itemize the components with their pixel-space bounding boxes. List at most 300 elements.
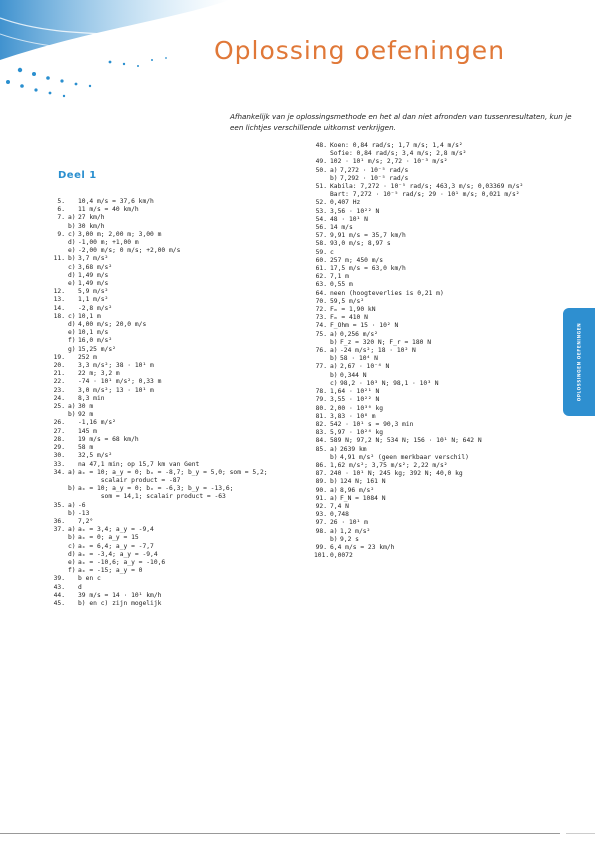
answer-value: 15,25 m/s²: [78, 345, 116, 353]
answer-value: 3,56 · 10²² N: [330, 207, 380, 215]
answer-subpart: b): [330, 371, 338, 379]
answer-value: aₓ = -3,4; a_y = -9,4: [78, 550, 158, 558]
answer-value: F_N = 1084 N: [340, 494, 386, 502]
answer-number: 82.: [315, 420, 327, 428]
answer-value: F_z = 320 N; F_r = 180 N: [340, 338, 431, 346]
answer-number: 6.: [57, 206, 65, 214]
answer-subpart: e): [68, 558, 76, 566]
answer-subpart: a): [68, 214, 76, 222]
answer-value: 145 m: [78, 427, 97, 435]
answer-subpart: [68, 419, 78, 427]
answer-number: [52, 337, 65, 345]
answer-row: [52, 485, 282, 493]
answer-number: 75.: [315, 330, 327, 338]
answer-row: [314, 191, 574, 199]
answer-number: 58.: [315, 240, 327, 248]
answer-row: [314, 519, 574, 527]
answer-number: 77.: [315, 363, 327, 371]
answer-row: [314, 281, 574, 289]
answer-subpart: [68, 600, 78, 608]
answer-subpart: [68, 584, 78, 592]
answer-value: 8,3 min: [78, 394, 105, 402]
answer-value: 3,7 m/s²: [78, 255, 109, 263]
answer-row: [314, 347, 574, 355]
answer-number: [52, 485, 65, 493]
answer-number: 25.: [53, 403, 65, 411]
answer-number: 12.: [53, 288, 65, 296]
answer-row: [314, 290, 574, 298]
answer-value: 0,344 N: [340, 371, 367, 379]
answer-value: 3,68 m/s²: [78, 263, 113, 271]
answer-row: [314, 273, 574, 281]
answer-value: 8,96 m/s²: [340, 486, 375, 494]
answer-value: 0,0072: [330, 552, 353, 560]
answer-number: 93.: [315, 511, 327, 519]
answer-value: neen (hoogteverlies is 0,21 m): [330, 289, 444, 297]
answer-number: 29.: [53, 444, 65, 452]
answer-value: 30 km/h: [78, 222, 105, 230]
answer-value: 6,4 m/s = 23 km/h: [330, 543, 395, 551]
answer-number: 26.: [53, 419, 65, 427]
answer-value: c: [330, 248, 334, 256]
answer-row: [52, 255, 282, 263]
answer-number: 70.: [315, 297, 327, 305]
answer-subpart: b): [330, 478, 338, 486]
answer-value: scalair product = -87: [78, 476, 181, 484]
answer-subpart: d): [68, 550, 76, 558]
answer-value: 3,00 m; 2,00 m; 3,00 m: [78, 230, 162, 238]
answer-subpart: e): [68, 280, 76, 288]
answer-row: [52, 444, 282, 452]
answer-number: 36.: [53, 517, 65, 525]
answer-number: 79.: [315, 396, 327, 404]
answer-subpart: a): [330, 166, 338, 174]
answer-row: [52, 436, 282, 444]
answer-value: 7,292 · 10⁻⁵ rad/s: [340, 174, 409, 182]
answer-subpart: b): [68, 534, 76, 542]
answer-number: 28.: [53, 435, 65, 443]
answer-row: [52, 567, 282, 575]
answer-row: [314, 306, 574, 314]
answer-value: F_Ohm = 15 · 10² N: [330, 322, 399, 330]
answer-row: [314, 183, 574, 191]
answer-row: [52, 206, 282, 214]
answer-subpart: c): [68, 312, 76, 320]
answer-row: [52, 198, 282, 206]
answer-subpart: b): [68, 411, 76, 419]
answer-subpart: [68, 493, 78, 501]
answer-value: 3,0 m/s²; 13 · 10¹ m: [78, 386, 154, 394]
answer-subpart: [68, 436, 78, 444]
answer-number: [52, 321, 65, 329]
answer-subpart: f): [68, 567, 76, 575]
answer-value: -6: [78, 501, 86, 509]
answer-subpart: [68, 518, 78, 526]
answer-number: [314, 339, 327, 347]
answer-number: 5.: [57, 198, 65, 205]
answer-value: 48 · 10¹ N: [330, 215, 368, 223]
answer-number: 61.: [315, 265, 327, 273]
answer-subpart: e): [68, 329, 76, 337]
answer-row: [314, 421, 574, 429]
answer-subpart: b): [68, 485, 76, 493]
answer-value: -74 · 10¹ m/s²; 0,33 m: [78, 378, 162, 386]
answer-subpart: b): [68, 222, 76, 230]
answers-column-right: [314, 142, 574, 560]
answer-number: 22.: [53, 378, 65, 386]
footer-divider: [0, 833, 560, 834]
answer-subpart: a): [330, 445, 338, 453]
answer-row: [52, 370, 282, 378]
answer-row: [314, 380, 574, 388]
answer-row: [52, 247, 282, 255]
answer-row: [52, 452, 282, 460]
answer-value: aₓ = 3,4; a_y = -9,4: [78, 526, 154, 534]
answer-subpart: b): [330, 338, 338, 346]
answer-value: Fₘ = 1,90 kN: [330, 306, 376, 314]
answer-value: 1,49 m/s: [78, 280, 109, 288]
answer-row: [52, 395, 282, 403]
answer-value: 30 m: [78, 403, 94, 411]
answer-number: [52, 329, 65, 337]
answer-row: [52, 321, 282, 329]
answer-value: -1,16 m/s²: [78, 419, 116, 427]
answer-row: [314, 208, 574, 216]
answer-row: [314, 167, 574, 175]
answer-subpart: [68, 575, 78, 583]
answer-value: d: [78, 583, 82, 591]
answer-row: [52, 346, 282, 354]
answer-row: [314, 446, 574, 454]
answer-number: 97.: [315, 519, 327, 527]
answer-number: 39.: [53, 575, 65, 583]
answers-column-left: [52, 198, 282, 608]
answer-row: [314, 363, 574, 371]
answer-row: [52, 592, 282, 600]
answer-number: [52, 223, 65, 231]
answer-subpart: a): [68, 501, 76, 509]
answer-row: [314, 388, 574, 396]
answer-row: [314, 495, 574, 503]
answer-number: 35.: [53, 501, 65, 509]
answer-value: aₓ = -15; a_y = 0: [78, 567, 143, 575]
answer-number: 14.: [53, 304, 65, 312]
answer-value: 102 · 10¹ m/s; 2,72 · 10⁻³ m/s²: [330, 158, 448, 166]
answer-number: [52, 264, 65, 272]
answer-row: [314, 232, 574, 240]
answer-row: [314, 503, 574, 511]
answer-value: 7,2°: [78, 517, 94, 525]
answer-row: [314, 405, 574, 413]
answer-value: som = 14,1; scalair product = -63: [78, 493, 226, 501]
answer-value: 4,00 m/s; 20,0 m/s: [78, 321, 147, 329]
answer-number: 45.: [53, 599, 65, 607]
answer-subpart: a): [68, 468, 76, 476]
answer-subpart: [68, 354, 78, 362]
answer-number: 24.: [53, 394, 65, 402]
answer-subpart: b): [68, 509, 76, 517]
answer-number: 80.: [315, 404, 327, 412]
answer-subpart: [68, 206, 78, 214]
answer-number: 53.: [315, 207, 327, 215]
answer-subpart: b): [330, 453, 338, 461]
answer-row: [314, 478, 574, 486]
answer-value: b) en c) zijn mogelijk: [78, 599, 162, 607]
answer-row: [314, 298, 574, 306]
answer-value: 1,2 m/s²: [340, 527, 371, 535]
answer-row: [314, 413, 574, 421]
answer-number: 63.: [315, 281, 327, 289]
answer-subpart: d): [68, 271, 76, 279]
intro-text: Afhankelijk van je oplossingsmethode en het al dan niet afronden van tussenresultaten, kun je een lichtjes verschillende uitkomst verkrijgen.: [230, 112, 572, 132]
answer-row: [52, 239, 282, 247]
answer-row: [52, 280, 282, 288]
answer-row: [52, 223, 282, 231]
answer-row: [314, 175, 574, 183]
answer-row: [52, 403, 282, 411]
answer-subpart: [68, 428, 78, 436]
answer-row: [314, 454, 574, 462]
answer-subpart: [68, 305, 78, 313]
answer-value: -2,00 m/s; 0 m/s; +2,00 m/s: [78, 247, 181, 255]
answer-subpart: d): [68, 239, 76, 247]
answer-number: 84.: [315, 437, 327, 445]
answer-row: [314, 199, 574, 207]
answer-number: 33.: [53, 460, 65, 468]
answer-number: 7.: [57, 214, 65, 222]
answer-value: -2,8 m/s²: [78, 304, 113, 312]
answer-value: 3,55 · 10²² N: [330, 396, 380, 404]
answer-value: Sofie: 0,84 rad/s; 3,4 m/s; 2,8 m/s²: [330, 150, 467, 158]
answer-row: [314, 331, 574, 339]
answer-number: 59.: [315, 248, 327, 256]
answer-subpart: b): [330, 174, 338, 182]
answer-number: 37.: [53, 526, 65, 534]
answer-value: 3,83 · 10⁸ m: [330, 412, 376, 420]
answer-number: 57.: [315, 232, 327, 240]
answer-value: Fₘ = 410 N: [330, 314, 368, 322]
answer-value: 58 · 10⁴ N: [340, 355, 378, 363]
answer-value: 124 N; 161 N: [340, 478, 386, 486]
answer-number: 27.: [53, 427, 65, 435]
answer-value: 27 km/h: [78, 214, 105, 222]
answer-number: 13.: [53, 296, 65, 304]
answer-subpart: a): [330, 347, 338, 355]
answer-value: b en c: [78, 575, 101, 583]
header-wave-decoration: [0, 0, 230, 110]
answer-subpart: b): [330, 355, 338, 363]
answer-value: 14 m/s: [330, 224, 353, 232]
answer-value: aₓ = -10,6; a_y = -10,6: [78, 558, 166, 566]
answer-number: [52, 543, 65, 551]
answer-number: 86.: [315, 461, 327, 469]
answer-row: [314, 470, 574, 478]
answer-value: 1,62 m/s²; 3,75 m/s²; 2,22 m/s²: [330, 461, 448, 469]
answer-row: [52, 477, 282, 485]
answer-number: 78.: [315, 388, 327, 396]
answer-row: [52, 313, 282, 321]
answer-number: [52, 493, 65, 501]
answer-subpart: g): [68, 345, 76, 353]
answer-row: [314, 429, 574, 437]
answer-subpart: c): [68, 230, 76, 238]
answer-number: 73.: [315, 314, 327, 322]
answer-value: 0,55 m: [330, 281, 353, 289]
answer-row: [52, 272, 282, 280]
answer-value: -24 m/s²; 18 · 10² N: [340, 347, 416, 355]
answer-number: 19.: [53, 353, 65, 361]
answer-value: 16,0 m/s²: [78, 337, 113, 345]
answer-row: [52, 534, 282, 542]
answer-row: [314, 528, 574, 536]
answer-row: [314, 396, 574, 404]
answer-row: [52, 526, 282, 534]
answer-value: 58 m: [78, 444, 94, 452]
answer-row: [52, 354, 282, 362]
answer-value: 589 N; 97,2 N; 534 N; 156 · 10¹ N; 642 N: [330, 437, 482, 445]
answer-value: aₓ = 10; a_y = 0; bₓ = -8,7; b_y = 5,0; som = 5,2;: [78, 468, 268, 476]
answer-row: [52, 428, 282, 436]
answer-row: [52, 518, 282, 526]
answer-subpart: [68, 387, 78, 395]
answer-value: 0,256 m/s²: [340, 330, 378, 338]
answer-row: [314, 552, 574, 560]
answer-number: 34.: [53, 468, 65, 476]
answer-number: 83.: [315, 429, 327, 437]
answer-number: [52, 477, 65, 485]
answer-subpart: f): [68, 337, 76, 345]
answer-row: [314, 339, 574, 347]
answer-row: [314, 372, 574, 380]
answer-subpart: a): [330, 486, 338, 494]
answer-number: [52, 239, 65, 247]
answer-subpart: d): [68, 321, 76, 329]
answer-number: 91.: [315, 494, 327, 502]
answer-value: 2639 km: [340, 445, 367, 453]
answer-row: [52, 264, 282, 272]
answer-number: 50.: [315, 166, 327, 174]
answer-number: 101.: [314, 552, 330, 560]
answer-row: [52, 559, 282, 567]
answer-row: [52, 493, 282, 501]
answer-row: [52, 510, 282, 518]
answer-subpart: [68, 378, 78, 386]
answer-number: 23.: [53, 386, 65, 394]
answer-subpart: e): [68, 247, 76, 255]
side-tab-label: OPLOSSINGEN OEFENINGEN: [576, 322, 582, 402]
answer-row: [52, 329, 282, 337]
answer-value: aₓ = 0; a_y = 15: [78, 534, 139, 542]
answer-number: [314, 191, 327, 199]
answer-row: [314, 150, 574, 158]
answer-row: [52, 543, 282, 551]
answer-row: [314, 462, 574, 470]
answer-row: [314, 437, 574, 445]
answer-value: 2,00 · 10³⁰ kg: [330, 404, 384, 412]
answer-value: aₓ = 10; a_y = 0; bₓ = -6,3; b_y = -13,6;: [78, 485, 234, 493]
answer-value: na 47,1 min; op 15,7 km van Gent: [78, 460, 200, 468]
answer-number: 76.: [315, 347, 327, 355]
answer-number: [52, 559, 65, 567]
answer-value: 1,64 · 10²¹ N: [330, 388, 380, 396]
answer-number: [314, 150, 327, 158]
answer-row: [52, 387, 282, 395]
answer-subpart: [68, 362, 78, 370]
answer-number: 81.: [315, 412, 327, 420]
answer-number: 11.: [53, 255, 65, 263]
answer-number: 43.: [53, 583, 65, 591]
answer-row: [52, 600, 282, 608]
answer-number: 99.: [315, 543, 327, 551]
answer-value: 59,5 m/s²: [330, 297, 365, 305]
answer-number: [314, 536, 327, 544]
footer-divider-right: [566, 833, 595, 834]
answer-number: 44.: [53, 591, 65, 599]
answer-number: 52.: [315, 199, 327, 207]
answer-row: [52, 378, 282, 386]
answer-value: 9,91 m/s = 35,7 km/h: [330, 232, 406, 240]
answer-row: [314, 265, 574, 273]
answer-value: Kabila: 7,272 · 10⁻⁵ rad/s; 463,3 m/s; 0,03369 m/s²: [330, 183, 524, 191]
answer-row: [52, 469, 282, 477]
answer-value: 1,49 m/s: [78, 271, 109, 279]
answer-value: -13: [78, 509, 90, 517]
answer-number: [52, 272, 65, 280]
answer-number: [52, 346, 65, 354]
answer-subpart: a): [330, 363, 338, 371]
answer-number: 21.: [53, 370, 65, 378]
answer-number: 54.: [315, 215, 327, 223]
answer-value: 5,9 m/s²: [78, 288, 109, 296]
answer-value: 19 m/s = 68 km/h: [78, 435, 139, 443]
answer-value: 11 m/s = 40 km/h: [78, 206, 139, 214]
answer-number: [52, 510, 65, 518]
answer-number: [52, 551, 65, 559]
answer-value: 98,2 · 10³ N; 98,1 · 10³ N: [340, 379, 439, 387]
answer-subpart: [68, 592, 78, 600]
answer-row: [52, 461, 282, 469]
answer-subpart: [68, 370, 78, 378]
answer-number: 74.: [315, 322, 327, 330]
answer-value: 7,272 · 10⁻⁵ rad/s: [340, 166, 409, 174]
answer-number: [314, 380, 327, 388]
answer-value: 257 m; 450 m/s: [330, 256, 384, 264]
answer-number: [52, 411, 65, 419]
answer-value: 7,4 N: [330, 502, 349, 510]
answer-row: [52, 502, 282, 510]
answer-subpart: a): [330, 494, 338, 502]
answer-row: [314, 158, 574, 166]
answer-row: [52, 296, 282, 304]
answer-row: [52, 584, 282, 592]
answer-row: [314, 240, 574, 248]
answer-subpart: [68, 296, 78, 304]
answer-number: [52, 247, 65, 255]
answer-value: 2,67 · 10⁻⁴ N: [340, 363, 390, 371]
answer-row: [314, 249, 574, 257]
answer-row: [314, 224, 574, 232]
answer-value: 0,748: [330, 511, 349, 519]
answer-value: 10,1 m/s: [78, 329, 109, 337]
answer-number: 89.: [315, 478, 327, 486]
answer-number: 49.: [315, 158, 327, 166]
answer-subpart: [68, 444, 78, 452]
answer-subpart: [68, 452, 78, 460]
answer-number: [52, 280, 65, 288]
answer-number: 30.: [53, 452, 65, 460]
answer-subpart: c): [68, 263, 76, 271]
answer-row: [52, 362, 282, 370]
